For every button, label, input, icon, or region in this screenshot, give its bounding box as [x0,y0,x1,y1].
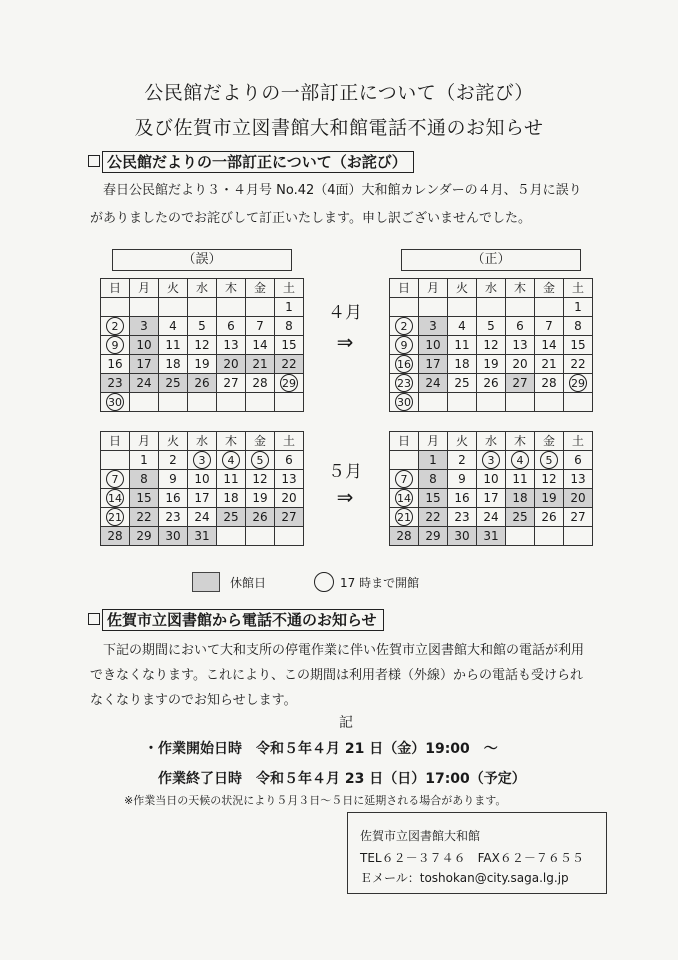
calendar-day: 15 [275,336,304,355]
calendar-day [390,451,419,470]
calendar-week-row [390,336,593,355]
calendar-day [448,298,477,317]
calendar-week-row [390,393,593,412]
correct-label: （正） [401,249,581,271]
calendar-day: 1 [275,298,304,317]
wrong-label: （誤） [112,249,292,271]
calendar-day: 11 [159,336,188,355]
open-until-17-day: 29 [569,374,587,392]
contact-name: 佐賀市立図書館大和館 [360,829,481,843]
ki-heading: 記 [339,715,353,731]
calendar-day: 15 [130,489,159,508]
calendar-day: 24 [188,508,217,527]
calendar-day [535,393,564,412]
section1-line2: がありましたのでお詫びして訂正いたします。申し訳ございませんでした。 [90,211,531,226]
calendar-day: 15 [564,336,593,355]
contact-tel-fax: TEL６２－３７４６ FAX６２－７６５５ [360,851,584,865]
calendar-day [564,393,593,412]
calendar-may-wrong [100,431,304,546]
calendar-day: 11 [217,470,246,489]
calendar-day: 4 [159,317,188,336]
calendar-day [188,298,217,317]
postpone-note: ※作業当日の天候の状況により５月３日～５日に延期される場合があります。 [124,794,507,807]
calendar-day [390,470,419,489]
april-arrow-icon: ⇒ [336,330,354,354]
calendar-day [101,336,130,355]
weekday-header: 金 [535,279,564,298]
calendar-day: 27 [506,374,535,393]
section2-line3: なくなりますのでお知らせします。 [90,693,297,708]
weekday-header: 水 [188,432,217,451]
closed-day-swatch-icon [192,572,220,592]
calendar-day: 31 [188,527,217,546]
weekday-header: 火 [159,279,188,298]
calendar-day [101,451,130,470]
open-until-17-day: 21 [106,508,124,526]
calendar-day [564,374,593,393]
calendar-day [477,298,506,317]
calendar-day: 6 [506,317,535,336]
calendar-day [448,393,477,412]
calendar-day: 13 [564,470,593,489]
calendar-day: 5 [188,317,217,336]
calendar-day: 17 [419,355,448,374]
calendar-day: 13 [217,336,246,355]
open-until-17-day: 14 [106,489,124,507]
calendar-april-correct [389,278,593,412]
calendar-day [419,298,448,317]
calendar-week-row [101,489,304,508]
calendar-day: 24 [477,508,506,527]
calendar-day [101,317,130,336]
calendar-day [390,336,419,355]
calendar-day: 23 [159,508,188,527]
open-until-circle-icon [314,572,334,592]
calendar-day: 18 [448,355,477,374]
calendar-day [246,298,275,317]
contact-email: Ｅメール：toshokan@city.saga.lg.jp [360,871,569,885]
calendar-day: 6 [564,451,593,470]
calendar-day: 17 [477,489,506,508]
weekday-header: 金 [246,279,275,298]
calendar-day: 12 [535,470,564,489]
calendar-day: 17 [188,489,217,508]
calendar-day: 7 [535,317,564,336]
calendar-week-row [101,470,304,489]
calendar-day: 2 [448,451,477,470]
calendar-day: 10 [130,336,159,355]
calendar-day: 17 [130,355,159,374]
weekday-header: 日 [390,432,419,451]
calendar-week-row [390,470,593,489]
calendar-day [217,527,246,546]
weekday-header: 土 [275,432,304,451]
calendar-day: 2 [159,451,188,470]
calendar-day: 22 [419,508,448,527]
calendar-day [390,508,419,527]
calendar-day [217,298,246,317]
calendar-day [506,527,535,546]
calendar-day: 27 [217,374,246,393]
calendar-week-row [101,317,304,336]
april-label: ４月 [328,303,362,323]
calendar-day: 20 [275,489,304,508]
calendar-day: 9 [159,470,188,489]
weekday-header-row [390,432,593,451]
weekday-header: 月 [419,279,448,298]
calendar-week-row [390,298,593,317]
open-until-17-day: 30 [106,393,124,411]
weekday-header: 金 [246,432,275,451]
calendar-week-row [101,527,304,546]
weekday-header-row [101,432,304,451]
open-until-17-day: 21 [395,508,413,526]
calendar-day [390,393,419,412]
weekday-header-row [101,279,304,298]
calendar-week-row [101,355,304,374]
open-until-17-day: 2 [106,317,124,335]
calendar-day [159,298,188,317]
weekday-header: 水 [477,279,506,298]
calendar-day: 22 [130,508,159,527]
section1-paragraph [0,178,678,238]
weekday-header: 火 [159,432,188,451]
calendar-day: 26 [188,374,217,393]
calendar-day: 1 [130,451,159,470]
open-until-17-day: 29 [280,374,298,392]
calendar-day [275,374,304,393]
calendar-day [130,298,159,317]
calendar-week-row [101,298,304,317]
calendar-day: 16 [101,355,130,374]
weekday-header: 日 [101,432,130,451]
calendar-day [390,489,419,508]
calendar-day [101,508,130,527]
calendar-day [217,451,246,470]
calendar-day: 23 [448,508,477,527]
calendar-day: 24 [419,374,448,393]
calendar-day [101,393,130,412]
calendar-day: 23 [101,374,130,393]
checkbox-icon [88,613,100,625]
calendar-day [246,393,275,412]
page-title-line1: 公民館だよりの一部訂正について（お詫び） [144,82,534,104]
calendar-day: 10 [477,470,506,489]
calendar-day [506,298,535,317]
calendar-day [130,393,159,412]
section1-line1: 春日公民館だより３・４月号 No.42（4面）大和館カレンダーの４月、５月に誤り [103,183,582,198]
calendar-day: 1 [564,298,593,317]
calendar-day: 18 [159,355,188,374]
open-until-17-day: 16 [395,355,413,373]
open-until-17-day: 30 [395,393,413,411]
calendar-day: 11 [506,470,535,489]
calendar-day: 22 [564,355,593,374]
calendar-week-row [101,336,304,355]
calendar-day [390,317,419,336]
weekday-header: 木 [506,279,535,298]
weekday-header: 木 [217,279,246,298]
open-until-17-day: 7 [395,470,413,488]
calendar-day: 3 [419,317,448,336]
calendar-day [246,451,275,470]
calendar-day: 22 [275,355,304,374]
calendar-day: 8 [130,470,159,489]
weekday-header-row [390,279,593,298]
open-until-17-day: 3 [482,451,500,469]
calendar-day [564,527,593,546]
calendar-april-wrong [100,278,304,412]
calendar-day: 27 [564,508,593,527]
checkbox-icon [88,155,100,167]
calendar-day [535,298,564,317]
may-arrow-icon: ⇒ [336,485,354,509]
calendar-day: 7 [246,317,275,336]
calendar-day: 3 [130,317,159,336]
calendar-day: 19 [535,489,564,508]
calendar-day [390,374,419,393]
calendar-day: 5 [477,317,506,336]
calendar-day [506,393,535,412]
calendar-day: 26 [246,508,275,527]
calendar-day: 1 [419,451,448,470]
weekday-header: 火 [448,432,477,451]
calendar-day: 14 [246,336,275,355]
calendar-day [275,527,304,546]
work-end: 作業終了日時 令和５年４月 23 日（日）17:00（予定） [158,771,526,787]
calendar-day: 20 [506,355,535,374]
calendar-day: 25 [506,508,535,527]
section1-heading-box [88,152,414,172]
calendar-day: 14 [535,336,564,355]
calendar-week-row [390,374,593,393]
calendar-day [506,451,535,470]
closed-day-legend: 休館日 [230,576,267,590]
weekday-header: 金 [535,432,564,451]
calendar-day: 15 [419,489,448,508]
calendar-day: 6 [217,317,246,336]
weekday-header: 火 [448,279,477,298]
calendar-day: 26 [535,508,564,527]
calendar-day [188,393,217,412]
calendar-day [275,393,304,412]
open-until-17-day: 2 [395,317,413,335]
open-until-17-day: 4 [222,451,240,469]
section2-line1: 下記の期間において大和支所の停電作業に伴い佐賀市立図書館大和館の電話が利用 [103,643,585,658]
weekday-header: 水 [477,432,506,451]
calendar-day [477,393,506,412]
calendar-day: 30 [448,527,477,546]
calendar-day: 16 [448,489,477,508]
calendar-day: 8 [275,317,304,336]
weekday-header: 水 [188,279,217,298]
calendar-day: 12 [246,470,275,489]
calendar-week-row [390,451,593,470]
calendar-day: 25 [159,374,188,393]
calendar-week-row [390,527,593,546]
weekday-header: 月 [130,432,159,451]
calendar-day: 20 [217,355,246,374]
calendar-day: 25 [448,374,477,393]
calendar-day: 28 [101,527,130,546]
open-until-17-day: 9 [106,336,124,354]
calendar-day: 10 [419,336,448,355]
weekday-header: 木 [217,432,246,451]
calendar-day [188,451,217,470]
calendar-day: 10 [188,470,217,489]
calendar-day [419,393,448,412]
open-until-17-day: 9 [395,336,413,354]
calendar-day: 31 [477,527,506,546]
calendar-day [159,393,188,412]
weekday-header: 土 [564,432,593,451]
calendar-day [390,355,419,374]
calendar-day: 21 [246,355,275,374]
calendar-day: 11 [448,336,477,355]
calendar-day: 9 [448,470,477,489]
calendar-day: 28 [390,527,419,546]
calendar-day: 29 [419,527,448,546]
calendar-day: 29 [130,527,159,546]
section1-heading: 公民館だよりの一部訂正について（お詫び） [102,151,414,173]
calendar-week-row [101,374,304,393]
weekday-header: 日 [390,279,419,298]
weekday-header: 土 [564,279,593,298]
calendar-day [535,451,564,470]
open-until-17-day: 5 [540,451,558,469]
calendar-day: 18 [506,489,535,508]
calendar-day: 28 [246,374,275,393]
weekday-header: 土 [275,279,304,298]
open-until-17-day: 5 [251,451,269,469]
weekday-header: 木 [506,432,535,451]
open-until-17-day: 7 [106,470,124,488]
calendar-week-row [101,508,304,527]
calendar-day [101,470,130,489]
page-title-line2: 及び佐賀市立図書館大和館電話不通のお知らせ [134,117,544,139]
weekday-header: 日 [101,279,130,298]
section2-heading-box [88,610,384,630]
calendar-day [101,489,130,508]
calendar-day: 28 [535,374,564,393]
calendar-day: 20 [564,489,593,508]
section2-paragraph [0,638,678,718]
calendar-week-row [390,355,593,374]
calendar-day: 16 [159,489,188,508]
calendar-day: 8 [564,317,593,336]
calendar-day: 13 [275,470,304,489]
weekday-header: 月 [130,279,159,298]
calendar-week-row [390,317,593,336]
open-until-17-day: 3 [193,451,211,469]
work-start: ・作業開始日時 令和５年４月 21 日（金）19:00 ～ [144,741,498,757]
section2-line2: できなくなります。これにより、この期間は利用者様（外線）からの電話も受けられ [90,668,583,683]
calendar-day [246,527,275,546]
calendar-day [101,298,130,317]
calendar-day: 12 [477,336,506,355]
calendar-week-row [390,508,593,527]
open-until-17-day: 23 [395,374,413,392]
contact-box [347,812,607,894]
calendar-day [477,451,506,470]
calendar-day: 18 [217,489,246,508]
calendar-day: 19 [188,355,217,374]
calendar-day: 25 [217,508,246,527]
calendar-day: 13 [506,336,535,355]
open-until-17-day: 4 [511,451,529,469]
calendar-day [535,527,564,546]
calendar-day: 4 [448,317,477,336]
calendar-day: 27 [275,508,304,527]
open-until-legend: 17 時まで開館 [340,576,420,590]
calendar-day: 19 [477,355,506,374]
calendar-day: 12 [188,336,217,355]
calendar-day: 24 [130,374,159,393]
calendar-day: 6 [275,451,304,470]
weekday-header: 月 [419,432,448,451]
calendar-week-row [390,489,593,508]
calendar-day: 30 [159,527,188,546]
calendar-may-correct [389,431,593,546]
calendar-day: 19 [246,489,275,508]
calendar-week-row [101,451,304,470]
calendar-day [390,298,419,317]
may-label: ５月 [328,462,362,482]
calendar-day: 8 [419,470,448,489]
section2-heading: 佐賀市立図書館から電話不通のお知らせ [102,609,384,631]
open-until-17-day: 14 [395,489,413,507]
calendar-day: 26 [477,374,506,393]
calendar-week-row [101,393,304,412]
calendar-day [217,393,246,412]
calendar-day: 21 [535,355,564,374]
